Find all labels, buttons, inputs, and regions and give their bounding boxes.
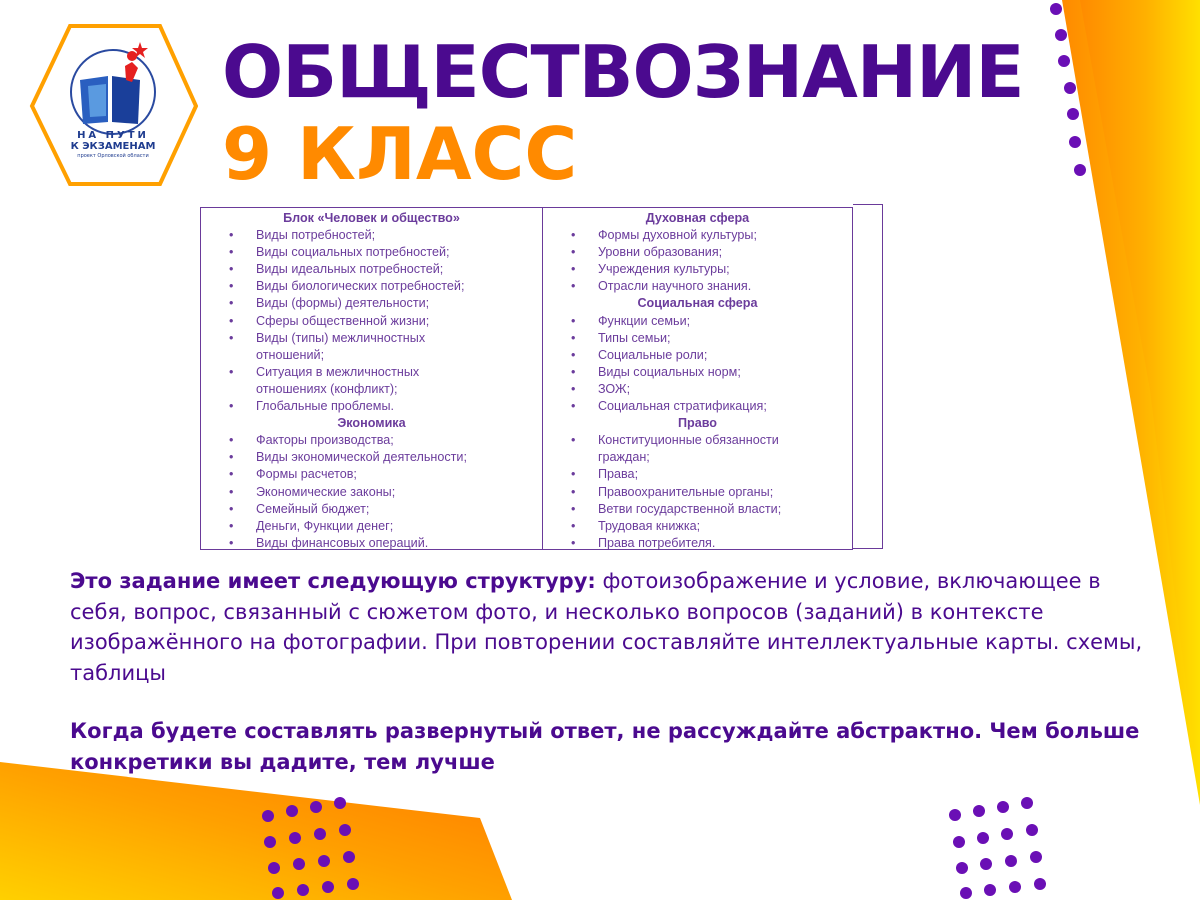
list-item: • Типы семьи; (571, 330, 844, 347)
logo-text-line3: проект Орловской области (77, 153, 149, 159)
table-column-right (543, 208, 852, 549)
list-item: • ЗОЖ; (571, 381, 844, 398)
logo-text-line1: НА ПУТИ (77, 130, 149, 141)
bottom-right-dots (949, 797, 1046, 899)
task-structure-paragraph (70, 566, 1150, 688)
list-item: • Виды (типы) межличностных отношений; (229, 330, 446, 364)
list-item: • Учреждения культуры; (571, 261, 844, 278)
topic-list (209, 227, 534, 415)
list-item: • Отрасли научного знания. (571, 278, 844, 295)
topics-table (200, 207, 884, 550)
list-item: • Формы расчетов; (229, 466, 534, 483)
list-item: • Социальная стратификация; (571, 398, 844, 415)
list-item: • Сферы общественной жизни; (229, 313, 534, 330)
table-frame-edge (853, 204, 883, 549)
page-subtitle: 9 КЛАСС (222, 112, 578, 196)
list-item: • Правоохранительные органы; (571, 484, 844, 501)
section-heading: Блок «Человек и общество» (283, 211, 460, 225)
section-heading: Право (677, 416, 717, 431)
list-item: • Факторы производства; (229, 432, 534, 449)
list-item: • Права потребителя. (571, 535, 844, 552)
topic-list (551, 227, 844, 295)
topic-list (551, 432, 844, 552)
list-item: • Экономические законы; (229, 484, 534, 501)
list-item: • Социальные роли; (571, 347, 844, 364)
list-item: • Ситуация в межличностных отношениях (конфликт); (229, 364, 446, 398)
list-item: • Виды финансовых операций. (229, 535, 534, 552)
topic-list (551, 313, 844, 416)
list-item: • Виды социальных потребностей; (229, 244, 534, 261)
section-heading: Духовная сфера (645, 211, 750, 225)
advice-paragraph: Когда будете составлять развернутый ответ, не рассуждайте абстрактно. Чем больше конкретики вы дадите, тем лучше (70, 719, 1140, 774)
section-heading: Социальная сфера (637, 296, 758, 311)
list-item: • Глобальные проблемы. (229, 398, 534, 415)
list-item: • Виды потребностей; (229, 227, 534, 244)
list-item: • Ветви государственной власти; (571, 501, 844, 518)
list-item: • Виды социальных норм; (571, 364, 844, 381)
list-item: • Семейный бюджет; (229, 501, 534, 518)
list-item: • Конституционные обязанности граждан; (571, 432, 828, 466)
list-item: • Виды (формы) деятельности; (229, 295, 534, 312)
logo-text-line2: К ЭКЗАМЕНАМ (70, 141, 156, 152)
page-title: ОБЩЕСТВОЗНАНИЕ (222, 30, 1024, 114)
list-item: • Деньги, Функции денег; (229, 518, 534, 535)
section-heading: Экономика (337, 416, 406, 431)
list-item: • Формы духовной культуры; (571, 227, 844, 244)
list-item: • Виды экономической деятельности; (229, 449, 534, 466)
paragraph-lead: Это задание имеет следующую структуру: (70, 569, 596, 593)
bottom-left-gradient-band (0, 762, 512, 900)
project-logo (28, 20, 198, 190)
list-item: • Функции семьи; (571, 313, 844, 330)
list-item: • Виды биологических потребностей; (229, 278, 534, 295)
list-item: • Уровни образования; (571, 244, 844, 261)
list-item: • Виды идеальных потребностей; (229, 261, 534, 278)
list-item: • Права; (571, 466, 844, 483)
topic-list (209, 432, 534, 552)
paragraph-body: фотоизображение и условие, включающее в себя, вопрос, связанный с сюжетом фото, и несколько вопросов (заданий) в контексте изображённого на фотографии. При повторении составляйте интеллектуальные карты. схемы, таблицы (70, 569, 1143, 685)
list-item: • Трудовая книжка; (571, 518, 844, 535)
table-column-left (201, 208, 543, 549)
